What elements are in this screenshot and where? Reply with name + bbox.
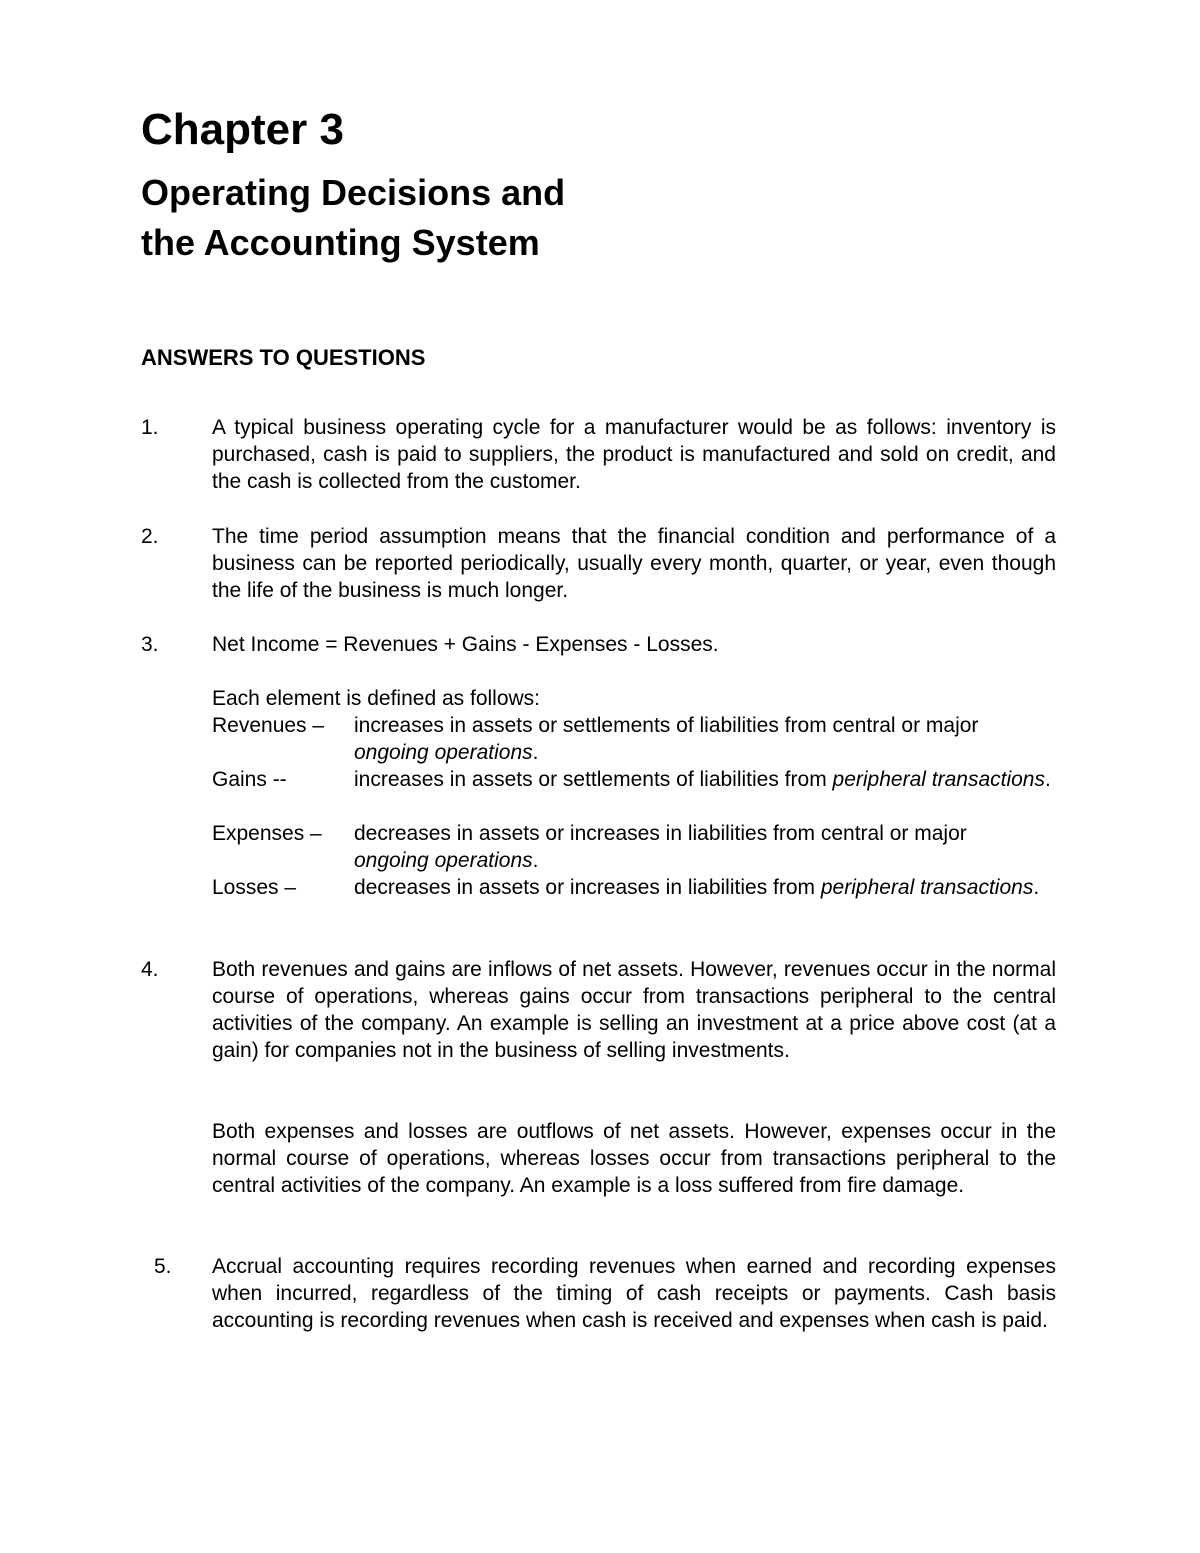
question-4-number: 4. bbox=[141, 958, 159, 981]
question-3-number: 3. bbox=[141, 633, 159, 656]
question-4-answer-paragraph-2: Both expenses and losses are outflows of net assets. However, expenses occur in the normal course of operations, whereas losses occur from transactions peripheral to the central activities of the company. An example is a loss suffered from fire damage. bbox=[212, 1120, 1056, 1197]
question-2-number: 2. bbox=[141, 525, 159, 548]
question-5-answer: Accrual accounting requires recording revenues when earned and recording expenses when incurred, regardless of the timing of cash receipts or payments. Cash basis accounting is recording revenues when cash is received and expenses when cash is paid. bbox=[212, 1255, 1056, 1332]
definition-term-gains: Gains -- bbox=[212, 768, 287, 791]
definition-term-losses: Losses – bbox=[212, 876, 297, 899]
question-3-intro: Each element is defined as follows: bbox=[212, 687, 541, 710]
chapter-title: Chapter 3 bbox=[141, 105, 344, 154]
chapter-subtitle bbox=[141, 168, 565, 268]
definition-term-revenues: Revenues – bbox=[212, 714, 325, 737]
subtitle-line-1: Operating Decisions and bbox=[141, 172, 566, 213]
question-1-number: 1. bbox=[141, 416, 159, 439]
subtitle-line-2: the Accounting System bbox=[141, 222, 540, 263]
definition-term-expenses: Expenses – bbox=[212, 822, 322, 845]
definition-text-expenses: decreases in assets or increases in liabilities from central or major ongoing operations. bbox=[354, 822, 967, 872]
question-4-answer-paragraph-1: Both revenues and gains are inflows of net assets. However, revenues occur in the normal course of operations, whereas gains occur from transactions peripheral to the central activities of the company. An example is selling an investment at a price above cost (at a gain) for companies not in the business of selling investments. bbox=[212, 958, 1056, 1062]
question-2-answer: The time period assumption means that the financial condition and performance of a business can be reported periodically, usually every month, quarter, or year, even though the life of the business is much longer. bbox=[212, 525, 1056, 602]
section-heading: ANSWERS TO QUESTIONS bbox=[141, 345, 426, 370]
definition-text-revenues: increases in assets or settlements of liabilities from central or major ongoing operations. bbox=[354, 714, 979, 764]
question-1-answer: A typical business operating cycle for a manufacturer would be as follows: inventory is purchased, cash is paid to suppliers, the product is manufactured and sold on credit, and the cash is collected from the customer. bbox=[212, 416, 1056, 493]
definition-text-losses: decreases in assets or increases in liabilities from peripheral transactions. bbox=[354, 876, 1040, 899]
question-5-number: 5. bbox=[154, 1255, 172, 1278]
definition-text-gains: increases in assets or settlements of liabilities from peripheral transactions. bbox=[354, 768, 1051, 791]
question-3-formula: Net Income = Revenues + Gains - Expenses - Losses. bbox=[212, 633, 719, 656]
